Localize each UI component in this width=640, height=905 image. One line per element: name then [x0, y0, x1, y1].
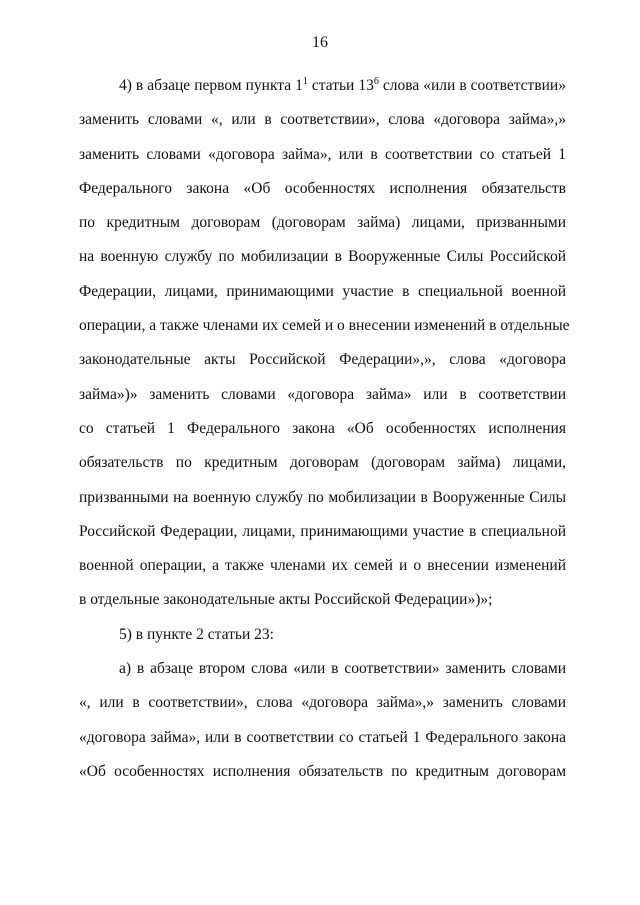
text-fragment: 4) в абзаце первом пункта 1 — [119, 77, 303, 94]
text-line: а) в абзаце втором слова «или в соответствии» заменить словами — [119, 660, 566, 678]
text-line: операции, а также членами их семей и о внесении изменений в отдельные — [79, 317, 570, 335]
text-line: заменить словами «, или в соответствии», слова «договора займа»,» — [79, 111, 566, 129]
text-line: обязательств по кредитным договорам (договорам займа) лицами, — [79, 454, 566, 472]
text-line: Российской Федерации, лицами, принимающими участие в специальной — [79, 522, 566, 540]
text-line: 5) в пункте 2 статьи 23: — [119, 625, 274, 643]
superscript: 1 — [302, 76, 308, 87]
text-line: «, или в соответствии», слова «договора займа»,» заменить словами — [79, 694, 566, 712]
text-line: призванными на военную службу по мобилизации в Вооруженные Силы — [79, 488, 566, 506]
document-body — [79, 69, 570, 789]
text-line — [79, 69, 566, 103]
text-fragment: слова «или в соответствии» — [378, 77, 566, 94]
text-line: в отдельные законодательные акты Российской Федерации»)»; — [79, 591, 493, 609]
text-line: военной операции, а также членами их семей и о внесении изменений — [79, 557, 566, 575]
paragraph-item-4 — [79, 69, 570, 618]
text-line: заменить словами «договора займа», или в соответствии со статьей 1 — [79, 145, 566, 163]
text-line: по кредитным договорам (договорам займа) лицами, призванными — [79, 214, 566, 232]
page-number: 16 — [312, 34, 328, 51]
text-line: со статьей 1 Федерального закона «Об особенностях исполнения — [79, 419, 566, 437]
text-fragment: статьи 13 — [307, 77, 374, 94]
paragraph-subitem-a — [79, 652, 566, 789]
text-line: законодательные акты Российской Федерации»,», слова «договора — [79, 351, 566, 369]
superscript: 6 — [373, 76, 379, 87]
text-line: Федерации, лицами, принимающими участие в специальной военной — [79, 282, 566, 300]
text-line: на военную службу по мобилизации в Вооруженные Силы Российской — [79, 248, 566, 266]
text-line: «договора займа», или в соответствии со статьей 1 Федерального закона — [79, 728, 566, 746]
text-line: Федерального закона «Об особенностях исполнения обязательств — [79, 179, 566, 197]
paragraph-item-5 — [79, 618, 566, 652]
text-line: займа»)» заменить словами «договора займа» или в соответствии — [79, 385, 566, 403]
text-line: «Об особенностях исполнения обязательств по кредитным договорам — [79, 762, 566, 780]
